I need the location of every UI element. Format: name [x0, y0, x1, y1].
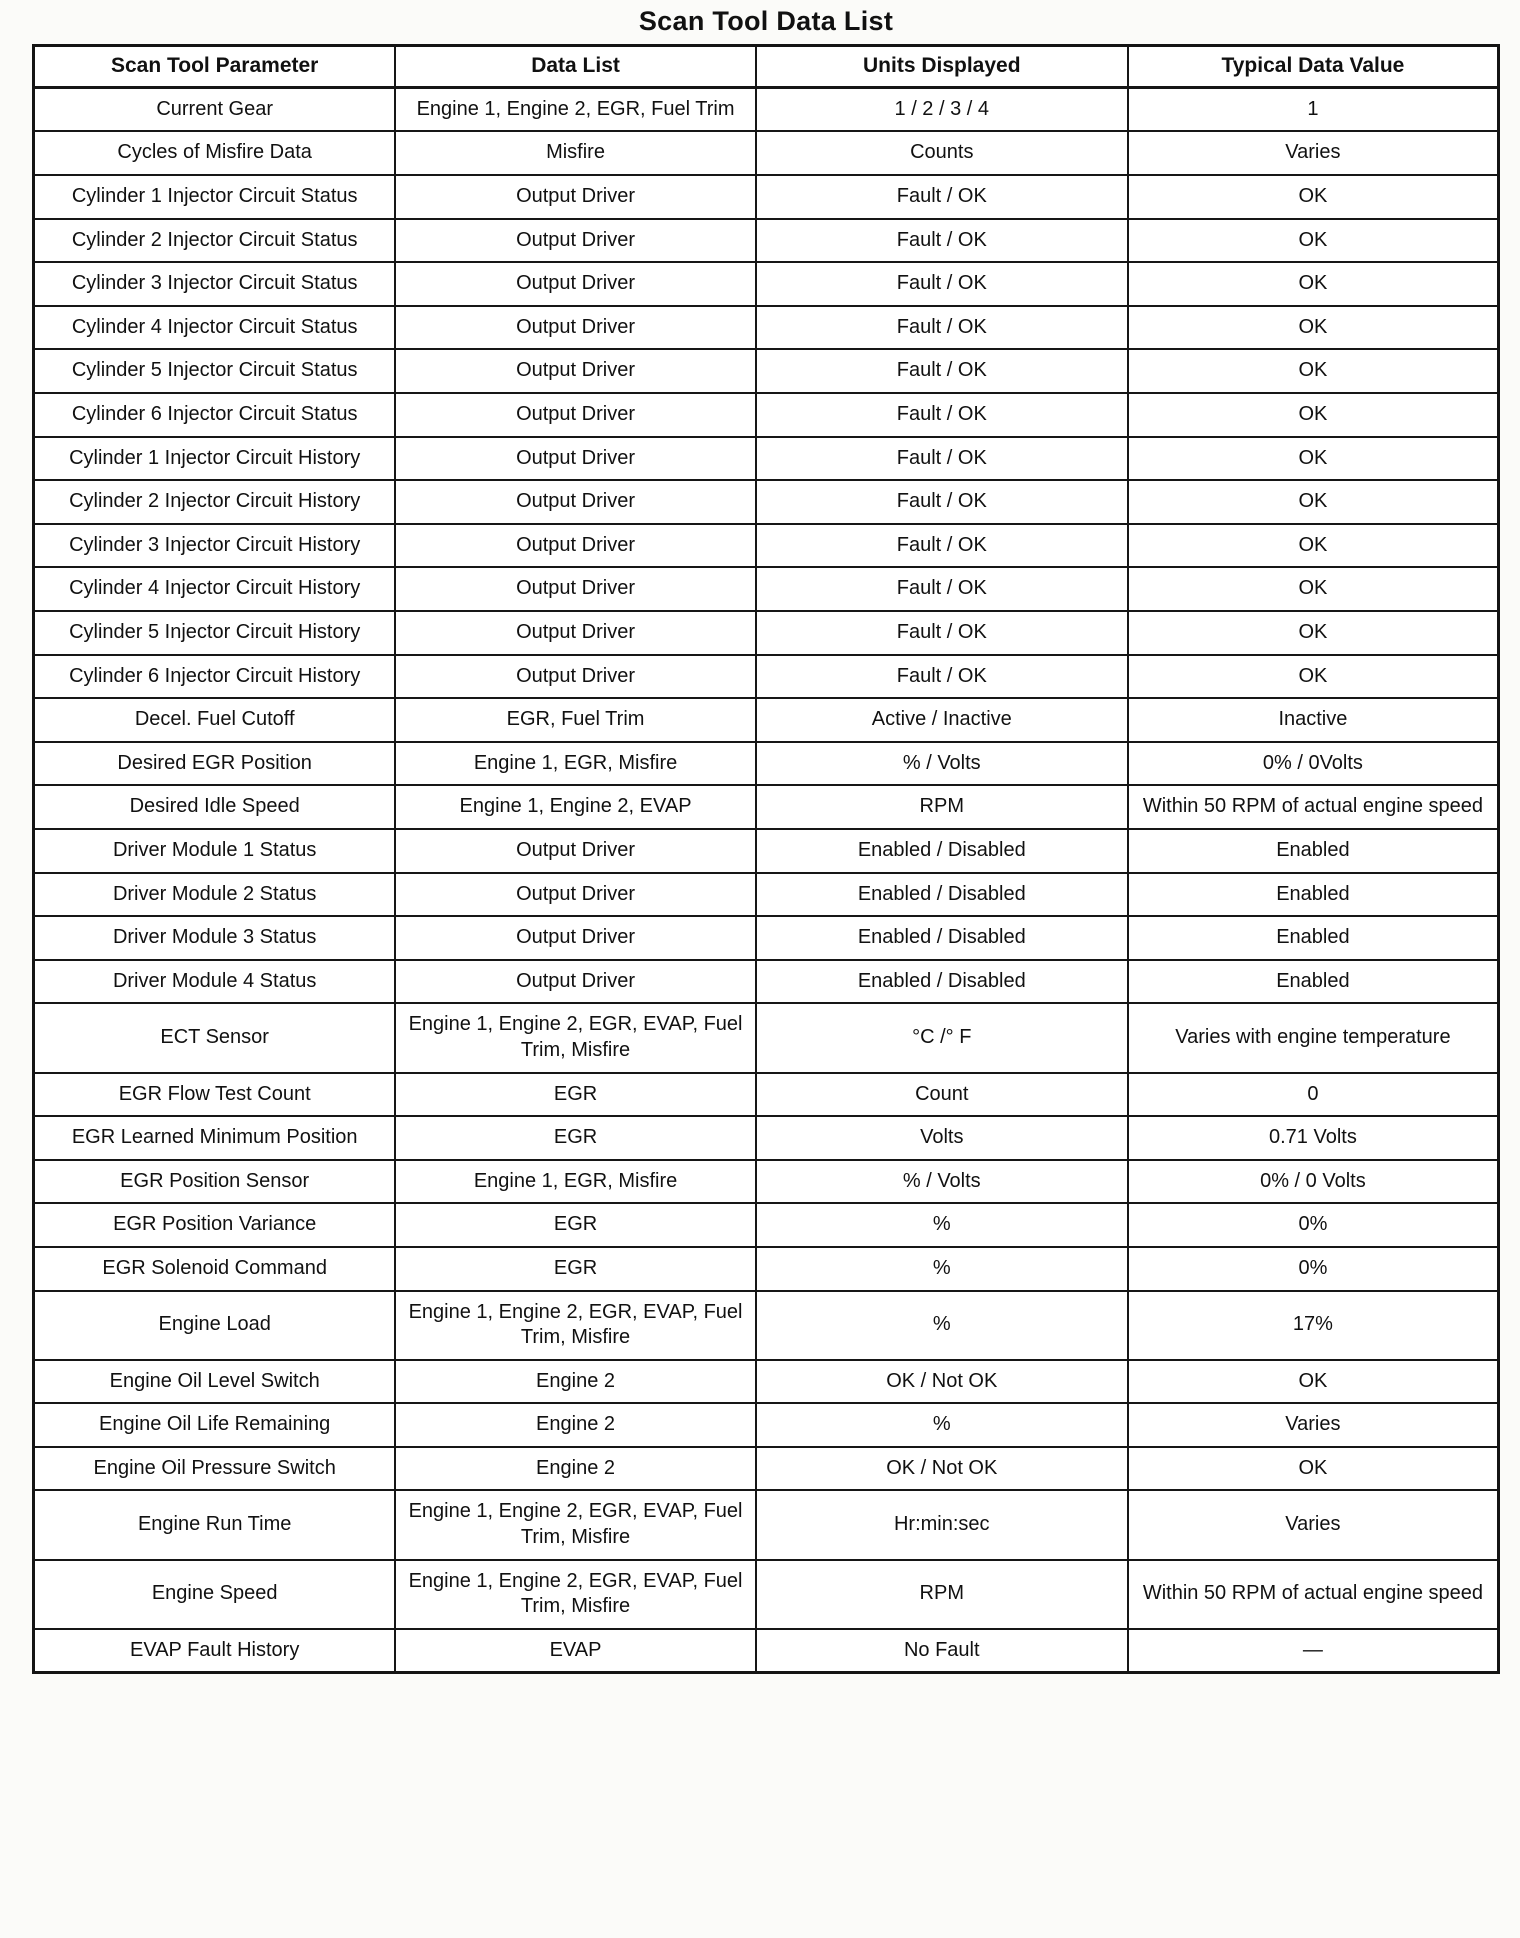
cell-parameter: Cylinder 4 Injector Circuit History: [34, 567, 396, 611]
cell-typical-value: Enabled: [1128, 829, 1499, 873]
cell-parameter: Cylinder 6 Injector Circuit Status: [34, 393, 396, 437]
cell-parameter: EGR Solenoid Command: [34, 1247, 396, 1291]
cell-units: Fault / OK: [756, 480, 1128, 524]
cell-data-list: Output Driver: [395, 873, 755, 917]
cell-units: Fault / OK: [756, 262, 1128, 306]
table-row: [34, 175, 1499, 219]
cell-data-list: Output Driver: [395, 480, 755, 524]
cell-typical-value: 17%: [1128, 1291, 1499, 1360]
cell-units: Active / Inactive: [756, 698, 1128, 742]
cell-parameter: Desired Idle Speed: [34, 785, 396, 829]
cell-units: %: [756, 1291, 1128, 1360]
cell-data-list: Engine 1, Engine 2, EGR, EVAP, Fuel Trim, Misfire: [395, 1560, 755, 1629]
table-header: [34, 46, 1499, 88]
cell-typical-value: 0.71 Volts: [1128, 1116, 1499, 1160]
cell-data-list: Output Driver: [395, 611, 755, 655]
table-row: [34, 349, 1499, 393]
cell-data-list: Output Driver: [395, 916, 755, 960]
cell-data-list: Output Driver: [395, 524, 755, 568]
cell-parameter: Engine Oil Life Remaining: [34, 1403, 396, 1447]
cell-data-list: Output Driver: [395, 655, 755, 699]
cell-typical-value: Varies: [1128, 131, 1499, 175]
table-row: [34, 567, 1499, 611]
cell-units: % / Volts: [756, 742, 1128, 786]
cell-units: % / Volts: [756, 1160, 1128, 1204]
cell-typical-value: OK: [1128, 567, 1499, 611]
cell-data-list: Output Driver: [395, 393, 755, 437]
cell-typical-value: OK: [1128, 306, 1499, 350]
cell-units: RPM: [756, 785, 1128, 829]
cell-parameter: Engine Oil Pressure Switch: [34, 1447, 396, 1491]
cell-parameter: Cylinder 5 Injector Circuit History: [34, 611, 396, 655]
table-row: [34, 306, 1499, 350]
table-row: [34, 1247, 1499, 1291]
cell-units: Fault / OK: [756, 306, 1128, 350]
cell-data-list: EGR: [395, 1203, 755, 1247]
table-row: [34, 1116, 1499, 1160]
table-row: [34, 960, 1499, 1004]
cell-parameter: EGR Position Variance: [34, 1203, 396, 1247]
cell-parameter: Engine Speed: [34, 1560, 396, 1629]
cell-units: OK / Not OK: [756, 1360, 1128, 1404]
table-row: [34, 1360, 1499, 1404]
cell-typical-value: Inactive: [1128, 698, 1499, 742]
cell-typical-value: OK: [1128, 175, 1499, 219]
cell-units: Fault / OK: [756, 219, 1128, 263]
cell-units: Hr:min:sec: [756, 1490, 1128, 1559]
cell-units: Fault / OK: [756, 175, 1128, 219]
table-row: [34, 1291, 1499, 1360]
cell-data-list: Engine 2: [395, 1447, 755, 1491]
table-row: [34, 87, 1499, 131]
cell-data-list: Output Driver: [395, 219, 755, 263]
table-row: [34, 1003, 1499, 1072]
table-row: [34, 1560, 1499, 1629]
cell-typical-value: 0% / 0Volts: [1128, 742, 1499, 786]
cell-units: Volts: [756, 1116, 1128, 1160]
cell-parameter: EGR Learned Minimum Position: [34, 1116, 396, 1160]
cell-parameter: Desired EGR Position: [34, 742, 396, 786]
cell-parameter: ECT Sensor: [34, 1003, 396, 1072]
cell-data-list: Output Driver: [395, 567, 755, 611]
cell-data-list: Output Driver: [395, 262, 755, 306]
cell-data-list: Engine 1, Engine 2, EVAP: [395, 785, 755, 829]
cell-units: 1 / 2 / 3 / 4: [756, 87, 1128, 131]
table-header-row: [34, 46, 1499, 88]
cell-typical-value: —: [1128, 1629, 1499, 1673]
cell-typical-value: 0: [1128, 1073, 1499, 1117]
cell-parameter: Cylinder 5 Injector Circuit Status: [34, 349, 396, 393]
cell-units: RPM: [756, 1560, 1128, 1629]
cell-parameter: Cylinder 4 Injector Circuit Status: [34, 306, 396, 350]
cell-units: Enabled / Disabled: [756, 960, 1128, 1004]
cell-units: °C /° F: [756, 1003, 1128, 1072]
cell-data-list: Engine 1, EGR, Misfire: [395, 742, 755, 786]
cell-typical-value: OK: [1128, 611, 1499, 655]
cell-units: Fault / OK: [756, 393, 1128, 437]
cell-data-list: EVAP: [395, 1629, 755, 1673]
cell-typical-value: 0%: [1128, 1203, 1499, 1247]
cell-parameter: EGR Flow Test Count: [34, 1073, 396, 1117]
table-row: [34, 698, 1499, 742]
table-row: [34, 437, 1499, 481]
cell-parameter: Driver Module 2 Status: [34, 873, 396, 917]
table-row: [34, 524, 1499, 568]
table-row: [34, 742, 1499, 786]
cell-typical-value: OK: [1128, 349, 1499, 393]
cell-units: Fault / OK: [756, 567, 1128, 611]
cell-parameter: Cylinder 2 Injector Circuit Status: [34, 219, 396, 263]
table-row: [34, 873, 1499, 917]
cell-typical-value: Within 50 RPM of actual engine speed: [1128, 1560, 1499, 1629]
cell-units: Fault / OK: [756, 655, 1128, 699]
table-row: [34, 1629, 1499, 1673]
cell-parameter: Cylinder 3 Injector Circuit Status: [34, 262, 396, 306]
cell-data-list: EGR: [395, 1073, 755, 1117]
cell-parameter: Engine Oil Level Switch: [34, 1360, 396, 1404]
cell-data-list: EGR: [395, 1247, 755, 1291]
cell-typical-value: OK: [1128, 262, 1499, 306]
cell-units: Fault / OK: [756, 437, 1128, 481]
table-row: [34, 829, 1499, 873]
cell-typical-value: Enabled: [1128, 916, 1499, 960]
cell-data-list: EGR: [395, 1116, 755, 1160]
cell-data-list: Engine 1, Engine 2, EGR, EVAP, Fuel Trim, Misfire: [395, 1003, 755, 1072]
cell-parameter: Driver Module 1 Status: [34, 829, 396, 873]
cell-data-list: Output Driver: [395, 437, 755, 481]
cell-typical-value: 1: [1128, 87, 1499, 131]
cell-data-list: Output Driver: [395, 306, 755, 350]
cell-typical-value: Varies: [1128, 1490, 1499, 1559]
cell-units: Counts: [756, 131, 1128, 175]
cell-typical-value: Varies with engine temperature: [1128, 1003, 1499, 1072]
header-data-list: Data List: [395, 46, 755, 88]
table-row: [34, 131, 1499, 175]
cell-units: %: [756, 1247, 1128, 1291]
cell-typical-value: OK: [1128, 393, 1499, 437]
cell-data-list: EGR, Fuel Trim: [395, 698, 755, 742]
table-row: [34, 219, 1499, 263]
cell-units: %: [756, 1203, 1128, 1247]
table-row: [34, 1403, 1499, 1447]
cell-data-list: Output Driver: [395, 175, 755, 219]
cell-parameter: Driver Module 4 Status: [34, 960, 396, 1004]
cell-parameter: Cylinder 1 Injector Circuit Status: [34, 175, 396, 219]
cell-data-list: Engine 2: [395, 1403, 755, 1447]
table-row: [34, 393, 1499, 437]
cell-parameter: Current Gear: [34, 87, 396, 131]
cell-data-list: Engine 1, Engine 2, EGR, Fuel Trim: [395, 87, 755, 131]
cell-typical-value: 0%: [1128, 1247, 1499, 1291]
cell-parameter: Driver Module 3 Status: [34, 916, 396, 960]
cell-data-list: Output Driver: [395, 829, 755, 873]
cell-data-list: Engine 1, EGR, Misfire: [395, 1160, 755, 1204]
cell-typical-value: Varies: [1128, 1403, 1499, 1447]
cell-typical-value: 0% / 0 Volts: [1128, 1160, 1499, 1204]
cell-typical-value: OK: [1128, 480, 1499, 524]
cell-parameter: Engine Run Time: [34, 1490, 396, 1559]
cell-units: Enabled / Disabled: [756, 873, 1128, 917]
cell-parameter: Cylinder 1 Injector Circuit History: [34, 437, 396, 481]
cell-units: %: [756, 1403, 1128, 1447]
cell-units: OK / Not OK: [756, 1447, 1128, 1491]
cell-typical-value: Within 50 RPM of actual engine speed: [1128, 785, 1499, 829]
header-scan-tool-parameter: Scan Tool Parameter: [34, 46, 396, 88]
cell-typical-value: OK: [1128, 524, 1499, 568]
cell-units: Fault / OK: [756, 349, 1128, 393]
table-row: [34, 262, 1499, 306]
cell-units: Fault / OK: [756, 611, 1128, 655]
cell-parameter: Decel. Fuel Cutoff: [34, 698, 396, 742]
cell-typical-value: OK: [1128, 219, 1499, 263]
cell-typical-value: OK: [1128, 437, 1499, 481]
cell-parameter: EGR Position Sensor: [34, 1160, 396, 1204]
header-units-displayed: Units Displayed: [756, 46, 1128, 88]
cell-units: Fault / OK: [756, 524, 1128, 568]
cell-data-list: Engine 1, Engine 2, EGR, EVAP, Fuel Trim, Misfire: [395, 1291, 755, 1360]
table-row: [34, 1203, 1499, 1247]
cell-parameter: EVAP Fault History: [34, 1629, 396, 1673]
cell-typical-value: Enabled: [1128, 873, 1499, 917]
cell-parameter: Engine Load: [34, 1291, 396, 1360]
cell-units: Enabled / Disabled: [756, 829, 1128, 873]
table-row: [34, 480, 1499, 524]
scan-tool-data-table: [32, 44, 1500, 1674]
header-typical-data-value: Typical Data Value: [1128, 46, 1499, 88]
cell-units: Enabled / Disabled: [756, 916, 1128, 960]
cell-typical-value: OK: [1128, 655, 1499, 699]
cell-parameter: Cylinder 6 Injector Circuit History: [34, 655, 396, 699]
page-title: Scan Tool Data List: [638, 6, 894, 36]
cell-typical-value: Enabled: [1128, 960, 1499, 1004]
cell-parameter: Cylinder 3 Injector Circuit History: [34, 524, 396, 568]
cell-parameter: Cycles of Misfire Data: [34, 131, 396, 175]
cell-typical-value: OK: [1128, 1360, 1499, 1404]
cell-typical-value: OK: [1128, 1447, 1499, 1491]
table-row: [34, 1447, 1499, 1491]
table-row: [34, 785, 1499, 829]
cell-data-list: Output Driver: [395, 349, 755, 393]
cell-data-list: Misfire: [395, 131, 755, 175]
table-row: [34, 916, 1499, 960]
cell-parameter: Cylinder 2 Injector Circuit History: [34, 480, 396, 524]
table-row: [34, 1490, 1499, 1559]
table-row: [34, 1160, 1499, 1204]
cell-data-list: Engine 1, Engine 2, EGR, EVAP, Fuel Trim, Misfire: [395, 1490, 755, 1559]
cell-units: Count: [756, 1073, 1128, 1117]
cell-data-list: Engine 2: [395, 1360, 755, 1404]
table-row: [34, 611, 1499, 655]
cell-data-list: Output Driver: [395, 960, 755, 1004]
cell-units: No Fault: [756, 1629, 1128, 1673]
table-body: [34, 87, 1499, 1673]
table-row: [34, 1073, 1499, 1117]
table-row: [34, 655, 1499, 699]
